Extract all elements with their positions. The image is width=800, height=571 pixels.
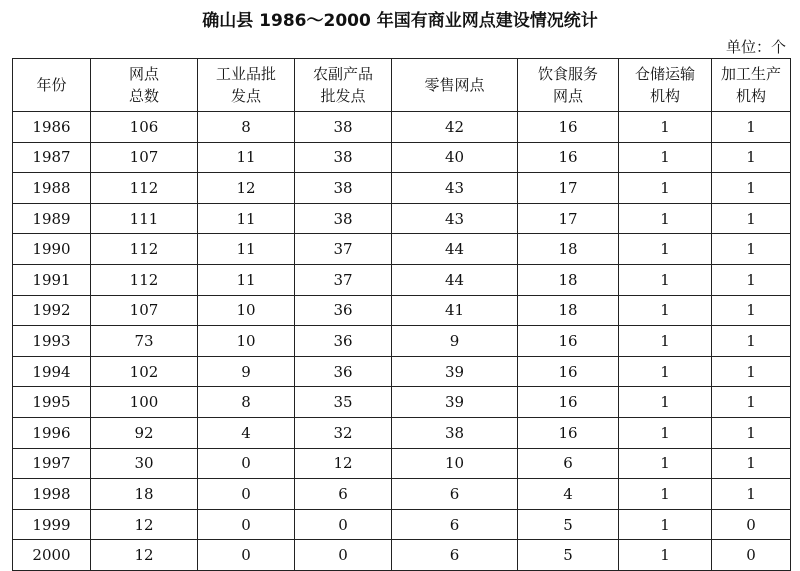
table-row	[13, 540, 791, 571]
table-cell: 1	[619, 203, 712, 234]
table-cell: 1	[712, 264, 791, 295]
year-cell: 1987	[13, 142, 91, 173]
table-cell: 112	[91, 264, 198, 295]
year-cell: 1996	[13, 417, 91, 448]
table-cell: 4	[198, 417, 295, 448]
column-header-line: 网点	[128, 65, 159, 83]
table-cell: 38	[295, 173, 392, 204]
table-cell: 0	[295, 509, 392, 540]
table-row	[13, 295, 791, 326]
table-cell: 16	[518, 356, 619, 387]
table-cell: 36	[295, 356, 392, 387]
table-cell: 8	[198, 112, 295, 143]
table-cell: 16	[518, 387, 619, 418]
column-header-line: 批发点	[320, 87, 366, 105]
column-header	[295, 59, 392, 112]
table-cell: 112	[91, 173, 198, 204]
table-cell: 11	[198, 203, 295, 234]
table-cell: 1	[712, 234, 791, 265]
table-cell: 6	[295, 479, 392, 510]
year-cell: 1995	[13, 387, 91, 418]
table-cell: 35	[295, 387, 392, 418]
table-cell: 39	[392, 356, 518, 387]
table-row	[13, 234, 791, 265]
column-header	[91, 59, 198, 112]
table-cell: 6	[392, 479, 518, 510]
table-cell: 1	[619, 173, 712, 204]
table-cell: 10	[198, 295, 295, 326]
table-cell: 9	[392, 326, 518, 357]
table-cell: 38	[295, 203, 392, 234]
table-cell: 1	[712, 142, 791, 173]
table-cell: 1	[712, 203, 791, 234]
table-cell: 16	[518, 142, 619, 173]
table-cell: 0	[712, 509, 791, 540]
table-cell: 92	[91, 417, 198, 448]
table-cell: 43	[392, 173, 518, 204]
table-row	[13, 264, 791, 295]
table-cell: 112	[91, 234, 198, 265]
table-cell: 0	[295, 540, 392, 571]
table-cell: 12	[91, 509, 198, 540]
column-header-line: 年份	[36, 76, 67, 94]
table-cell: 1	[619, 142, 712, 173]
table-cell: 38	[295, 112, 392, 143]
column-header	[198, 59, 295, 112]
table-cell: 5	[518, 509, 619, 540]
table-cell: 36	[295, 326, 392, 357]
column-header-line: 总数	[128, 87, 159, 105]
year-cell: 1986	[13, 112, 91, 143]
column-header	[13, 59, 91, 112]
table-cell: 5	[518, 540, 619, 571]
table-cell: 1	[712, 479, 791, 510]
table-cell: 6	[392, 509, 518, 540]
table-cell: 42	[392, 112, 518, 143]
table-cell: 1	[619, 479, 712, 510]
table-body	[13, 112, 791, 571]
table-cell: 10	[198, 326, 295, 357]
year-cell: 1990	[13, 234, 91, 265]
table-cell: 38	[392, 417, 518, 448]
table-cell: 1	[619, 540, 712, 571]
table-row	[13, 112, 791, 143]
unit-label: 单位：个	[725, 38, 786, 56]
column-header	[392, 59, 518, 112]
table-cell: 0	[712, 540, 791, 571]
table-cell: 16	[518, 417, 619, 448]
table-cell: 0	[198, 479, 295, 510]
column-header	[518, 59, 619, 112]
table-cell: 30	[91, 448, 198, 479]
table-cell: 1	[712, 448, 791, 479]
table-cell: 6	[392, 540, 518, 571]
column-header-line: 农副产品	[312, 65, 373, 83]
table-cell: 102	[91, 356, 198, 387]
table-cell: 1	[712, 356, 791, 387]
table-row	[13, 356, 791, 387]
column-header-line: 饮食服务	[537, 65, 598, 83]
table-cell: 0	[198, 540, 295, 571]
table-row	[13, 203, 791, 234]
statistics-table	[12, 58, 791, 571]
year-cell: 1998	[13, 479, 91, 510]
table-row	[13, 142, 791, 173]
column-header	[619, 59, 712, 112]
table-cell: 1	[619, 326, 712, 357]
table-cell: 1	[619, 356, 712, 387]
year-cell: 1993	[13, 326, 91, 357]
table-cell: 11	[198, 264, 295, 295]
table-cell: 18	[518, 234, 619, 265]
table-cell: 18	[518, 264, 619, 295]
table-cell: 44	[392, 264, 518, 295]
table-cell: 0	[198, 509, 295, 540]
table-cell: 1	[619, 509, 712, 540]
table-cell: 12	[198, 173, 295, 204]
year-cell: 1997	[13, 448, 91, 479]
table-cell: 1	[619, 234, 712, 265]
table-cell: 16	[518, 326, 619, 357]
table-cell: 1	[712, 417, 791, 448]
table-cell: 73	[91, 326, 198, 357]
table-cell: 39	[392, 387, 518, 418]
table-row	[13, 509, 791, 540]
column-header-line: 网点	[552, 87, 583, 105]
column-header-line: 加工生产	[720, 65, 781, 83]
table-cell: 106	[91, 112, 198, 143]
year-cell: 2000	[13, 540, 91, 571]
column-header-line: 机构	[649, 87, 680, 105]
year-cell: 1991	[13, 264, 91, 295]
column-header	[712, 59, 791, 112]
year-cell: 1989	[13, 203, 91, 234]
table-cell: 1	[619, 417, 712, 448]
table-cell: 40	[392, 142, 518, 173]
table-row	[13, 326, 791, 357]
table-cell: 18	[91, 479, 198, 510]
column-header-line: 发点	[230, 87, 261, 105]
table-title: 确山县 1986～2000 年国有商业网点建设情况统计	[202, 11, 598, 31]
table-cell: 38	[295, 142, 392, 173]
table-cell: 37	[295, 234, 392, 265]
table-cell: 6	[518, 448, 619, 479]
table-cell: 36	[295, 295, 392, 326]
column-header-line: 机构	[735, 87, 766, 105]
table-cell: 1	[619, 448, 712, 479]
table-row	[13, 448, 791, 479]
table-row	[13, 417, 791, 448]
table-cell: 107	[91, 295, 198, 326]
table-cell: 8	[198, 387, 295, 418]
year-cell: 1988	[13, 173, 91, 204]
table-row	[13, 173, 791, 204]
table-cell: 1	[619, 387, 712, 418]
table-cell: 11	[198, 234, 295, 265]
table-cell: 4	[518, 479, 619, 510]
table-cell: 16	[518, 112, 619, 143]
table-cell: 1	[712, 112, 791, 143]
table-cell: 41	[392, 295, 518, 326]
column-header-line: 工业品批	[215, 65, 276, 83]
table-cell: 1	[619, 112, 712, 143]
header-row	[13, 59, 791, 112]
table-cell: 100	[91, 387, 198, 418]
table-cell: 12	[91, 540, 198, 571]
table-cell: 44	[392, 234, 518, 265]
table-cell: 0	[198, 448, 295, 479]
table-cell: 111	[91, 203, 198, 234]
column-header-line: 仓储运输	[634, 65, 695, 83]
table-cell: 43	[392, 203, 518, 234]
table-cell: 12	[295, 448, 392, 479]
table-cell: 1	[619, 295, 712, 326]
table-cell: 11	[198, 142, 295, 173]
year-cell: 1999	[13, 509, 91, 540]
year-cell: 1994	[13, 356, 91, 387]
table-cell: 18	[518, 295, 619, 326]
table-cell: 1	[712, 295, 791, 326]
table-cell: 9	[198, 356, 295, 387]
table-cell: 37	[295, 264, 392, 295]
table-cell: 17	[518, 203, 619, 234]
table-cell: 10	[392, 448, 518, 479]
table-cell: 107	[91, 142, 198, 173]
table-cell: 17	[518, 173, 619, 204]
table-cell: 32	[295, 417, 392, 448]
table-cell: 1	[712, 387, 791, 418]
table-cell: 1	[712, 173, 791, 204]
column-header-line: 零售网点	[424, 76, 485, 94]
table-row	[13, 479, 791, 510]
year-cell: 1992	[13, 295, 91, 326]
table-cell: 1	[619, 264, 712, 295]
table-row	[13, 387, 791, 418]
table-cell: 1	[712, 326, 791, 357]
